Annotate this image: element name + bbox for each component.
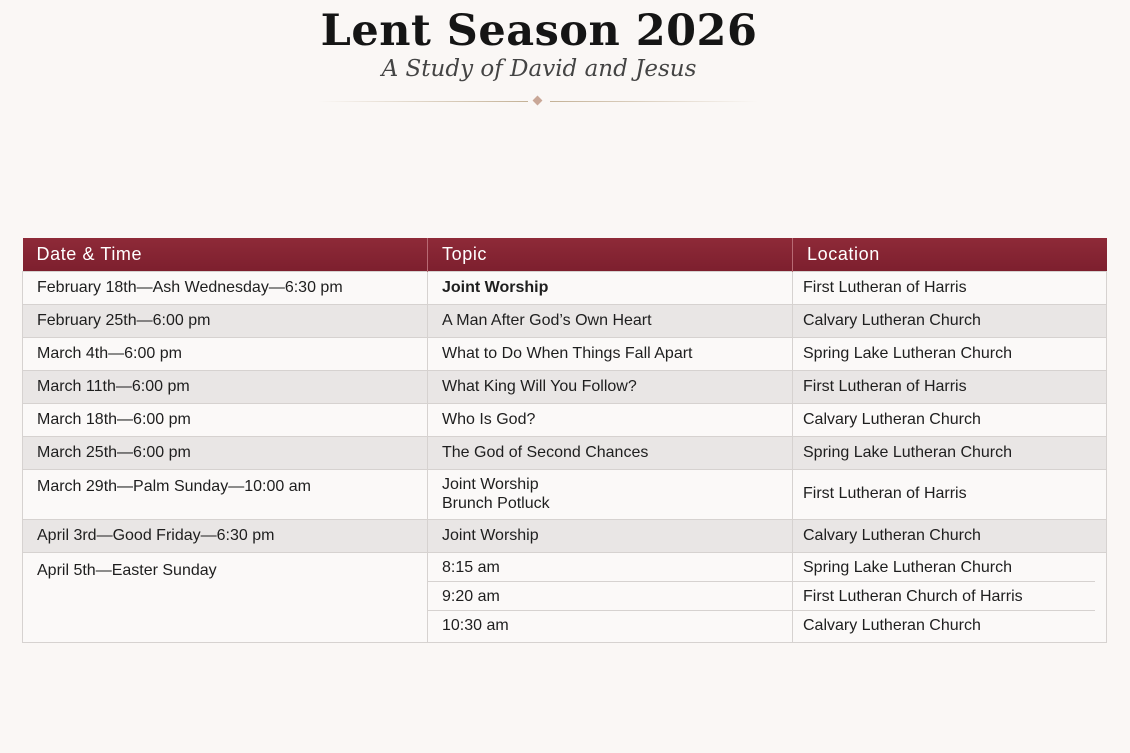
row-topic-line: Brunch Potluck [442,495,550,512]
row-date: April 3rd—Good Friday—6:30 pm [23,519,428,552]
page-title: Lent Season 2026 [320,6,758,56]
row-location: First Lutheran of Harris [793,469,1107,519]
row-topic-line: Joint Worship [442,476,539,493]
row-topic: What King Will You Follow? [428,370,793,403]
column-header-date: Date & Time [23,238,428,271]
row-location: Calvary Lutheran Church [793,304,1107,337]
schedule-table [22,238,1107,643]
table-row-easter [23,552,1107,642]
row-date: March 29th—Palm Sunday—10:00 am [23,469,428,519]
table-row [23,304,1107,337]
table-header-row [23,238,1107,271]
column-header-topic: Topic [428,238,793,271]
table-row [23,469,1107,519]
row-date: March 18th—6:00 pm [23,403,428,436]
page-subtitle: A Study of David and Jesus [381,56,697,82]
service-time: 10:30 am [442,616,509,634]
row-topic: Joint Worship [428,271,793,304]
row-topic: What to Do When Things Fall Apart [428,337,793,370]
row-location: First Lutheran of Harris [793,271,1107,304]
service-location: Spring Lake Lutheran Church [793,553,1095,582]
title-divider [318,94,758,108]
table-row [23,370,1107,403]
row-location: Calvary Lutheran Church [793,519,1107,552]
row-date: April 5th—Easter Sunday [23,552,428,642]
divider-diamond-icon [533,96,543,106]
table-row [23,436,1107,469]
service-time: 8:15 am [428,553,792,582]
column-header-location: Location [793,238,1107,271]
row-date: March 4th—6:00 pm [23,337,428,370]
table-row [23,271,1107,304]
row-location: First Lutheran of Harris [793,370,1107,403]
service-locations [793,552,1107,642]
service-location: Calvary Lutheran Church [803,616,981,634]
divider-line-left [318,101,528,102]
row-topic: The God of Second Chances [428,436,793,469]
row-topic: Who Is God? [428,403,793,436]
service-time: 9:20 am [428,582,792,611]
row-topic: A Man After God’s Own Heart [428,304,793,337]
row-date: February 25th—6:00 pm [23,304,428,337]
row-date: March 25th—6:00 pm [23,436,428,469]
row-location: Calvary Lutheran Church [793,403,1107,436]
table-row [23,337,1107,370]
table-row [23,403,1107,436]
row-date: February 18th—Ash Wednesday—6:30 pm [23,271,428,304]
table-row [23,519,1107,552]
service-times [428,552,793,642]
row-topic [428,469,793,519]
row-location: Spring Lake Lutheran Church [793,436,1107,469]
row-location: Spring Lake Lutheran Church [793,337,1107,370]
divider-line-right [550,101,758,102]
row-date: March 11th—6:00 pm [23,370,428,403]
service-location: First Lutheran Church of Harris [793,582,1095,611]
row-topic: Joint Worship [428,519,793,552]
